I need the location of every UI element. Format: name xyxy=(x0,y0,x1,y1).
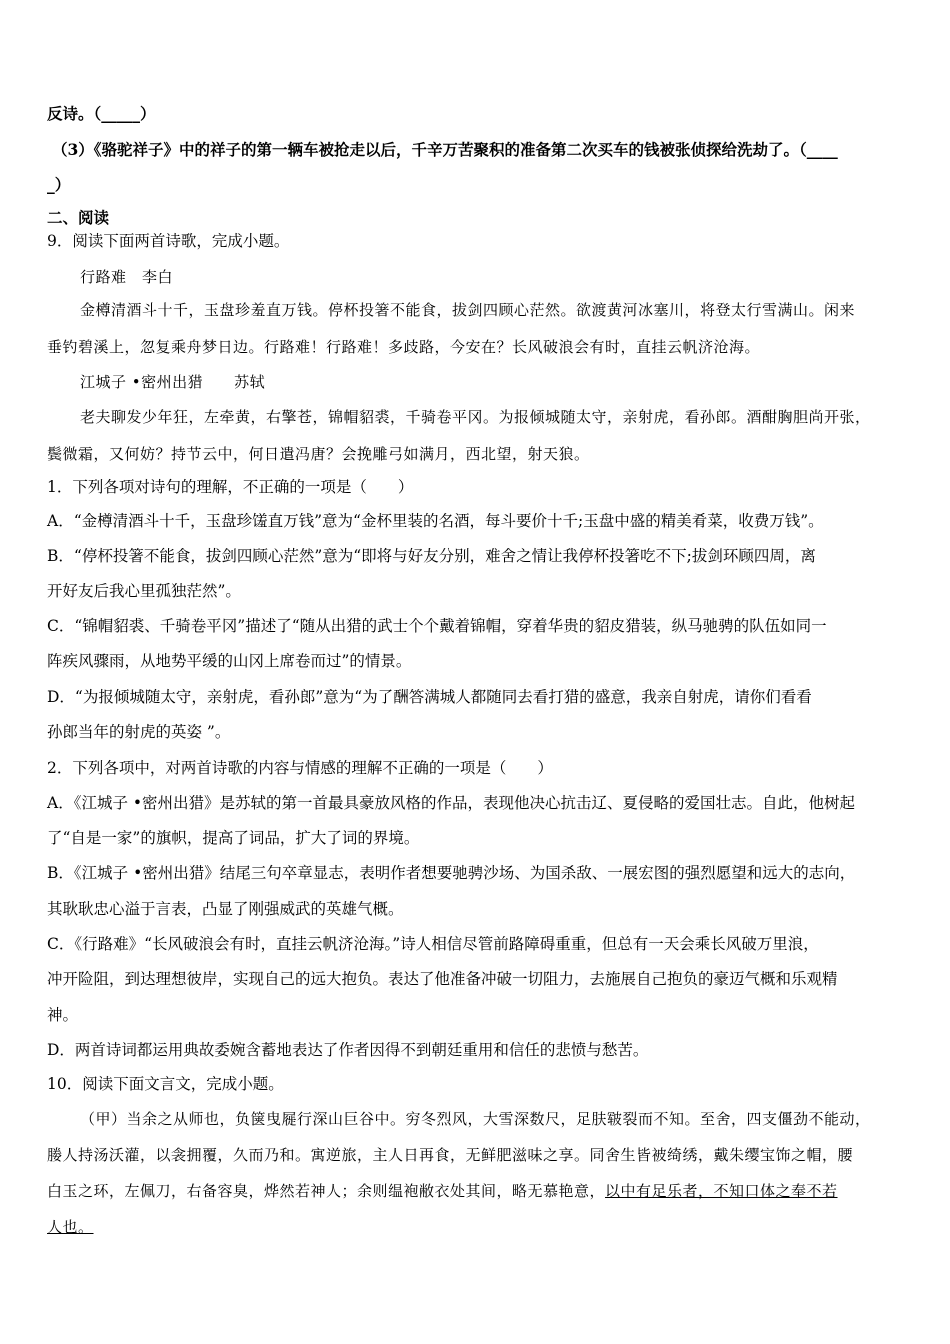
poem-2-line: 老夫聊发少年狂，左牵黄，右擎苍，锦帽貂裘，千骑卷平冈。为报倾城随太守，亲射虎，看孙郎。酒酣胸胆尚开张， xyxy=(80,408,871,426)
option-a: A．《江城子 •密州出猎》是苏轼的第一首最具豪放风格的作品，表现他决心抗击辽、夏侵略的爱国壮志。自此，他树起 xyxy=(47,794,856,812)
classical-text-line: （甲）当余之从师也，负箧曳屣行深山巨谷中。穷冬烈风，大雪深数尺，足肤皲裂而不知。至舍，四支僵劲不能动， xyxy=(80,1110,871,1128)
option-c: C．《行路难》“长风破浪会有时，直挂云帆济沧海。”诗人相信尽管前路障碍重重，但总有一天会乘长风破万里浪， xyxy=(47,935,819,953)
option-d-continued: 孙郎当年的射虎的英姿 ”。 xyxy=(47,723,231,741)
poem-2-title: 江城子 •密州出猎 苏轼 xyxy=(80,373,266,391)
section-heading-reading: 二、阅读 xyxy=(47,208,110,227)
poem-2-line: 鬓微霜，又何妨？持节云中，何日遣冯唐？会挽雕弓如满月，西北望，射天狼。 xyxy=(47,445,590,463)
question-2-stem: 2．下列各项中，对两首诗歌的内容与情感的理解不正确的一项是（ ） xyxy=(47,759,553,777)
option-b: B．“停杯投箸不能食，拔剑四顾心茫然”意为“即将与好友分别，难舍之情让我停杯投箸吃不下;拔剑环顾四周，离 xyxy=(47,547,816,565)
option-c-continued: 神。 xyxy=(47,1006,79,1024)
option-b: B．《江城子 •密州出猎》结尾三句卒章显志，表明作者想要驰骋沙场、为国杀敌、一展宏图的强烈愿望和远大的志向， xyxy=(47,864,856,882)
option-c-continued: 阵疾风骤雨，从地势平缓的山冈上席卷而过”的情景。 xyxy=(47,652,412,670)
option-c: C．“锦帽貂裘、千骑卷平冈”描述了“随从出猎的武士个个戴着锦帽，穿着华贵的貂皮猎装，纵马驰骋的队伍如同一 xyxy=(47,617,827,635)
option-a-continued: 了“自是一家”的旗帜，提高了词品，扩大了词的界境。 xyxy=(47,829,420,847)
judgment-item-3-continued: _） xyxy=(47,175,71,194)
classical-text-line xyxy=(47,1180,838,1202)
poem-1-line: 金樽清酒斗十千，玉盘珍羞直万钱。停杯投箸不能食，拔剑四顾心茫然。欲渡黄河冰塞川，将登太行雪满山。闲来 xyxy=(80,301,856,319)
option-d: D．两首诗词都运用典故委婉含蓄地表达了作者因得不到朝廷重用和信任的悲愤与愁苦。 xyxy=(47,1041,649,1059)
question-1-stem: 1．下列各项对诗句的理解，不正确的一项是（ ） xyxy=(47,478,414,496)
option-a: A．“金樽清酒斗十千，玉盘珍馐直万钱”意为“金杯里装的名酒，每斗要价十千;玉盘中盛的精美肴菜，收费万钱”。 xyxy=(47,512,824,530)
underlined-sentence-end: 人也。 xyxy=(47,1218,94,1236)
poem-1-line: 垂钓碧溪上，忽复乘舟梦日边。行路难！行路难！多歧路，今安在？长风破浪会有时，直挂云帆济沧海。 xyxy=(47,338,761,356)
judgment-item-3: （3）《骆驼祥子》中的祥子的第一辆车被抢走以后，千辛万苦聚积的准备第二次买车的钱被张侦探给洗劫了。（____ xyxy=(52,140,838,159)
classical-text-line: 媵人持汤沃灌，以衾拥覆，久而乃和。寓逆旅，主人日再食，无鲜肥滋味之享。同舍生皆被绮绣，戴朱缨宝饰之帽，腰 xyxy=(47,1146,854,1164)
option-c-continued: 冲开险阻，到达理想彼岸，实现自己的远大抱负。表达了他准备冲破一切阻力，去施展自己抱负的豪迈气概和乐观精 xyxy=(47,970,838,988)
answer-line-fragment: 反诗。（_____） xyxy=(47,104,156,123)
option-d: D．“为报倾城随太守，亲射虎，看孙郎”意为“为了酬答满城人都随同去看打猎的盛意，我亲自射虎，请你们看看 xyxy=(47,688,812,706)
underlined-sentence: 以中有足乐者，不知口体之奉不若 xyxy=(605,1182,838,1200)
question-10-prompt: 10．阅读下面文言文，完成小题。 xyxy=(47,1075,284,1093)
question-9-prompt: 9．阅读下面两首诗歌，完成小题。 xyxy=(47,232,290,250)
option-b-continued: 开好友后我心里孤独茫然”。 xyxy=(47,582,241,600)
classical-text-segment: 白玉之环，左佩刀，右备容臭，烨然若神人；余则缊袍敝衣处其间，略无慕艳意， xyxy=(47,1182,606,1200)
poem-1-title: 行路难 李白 xyxy=(80,268,174,286)
option-b-continued: 其耿耿忠心溢于言表，凸显了刚强威武的英雄气概。 xyxy=(47,900,404,918)
